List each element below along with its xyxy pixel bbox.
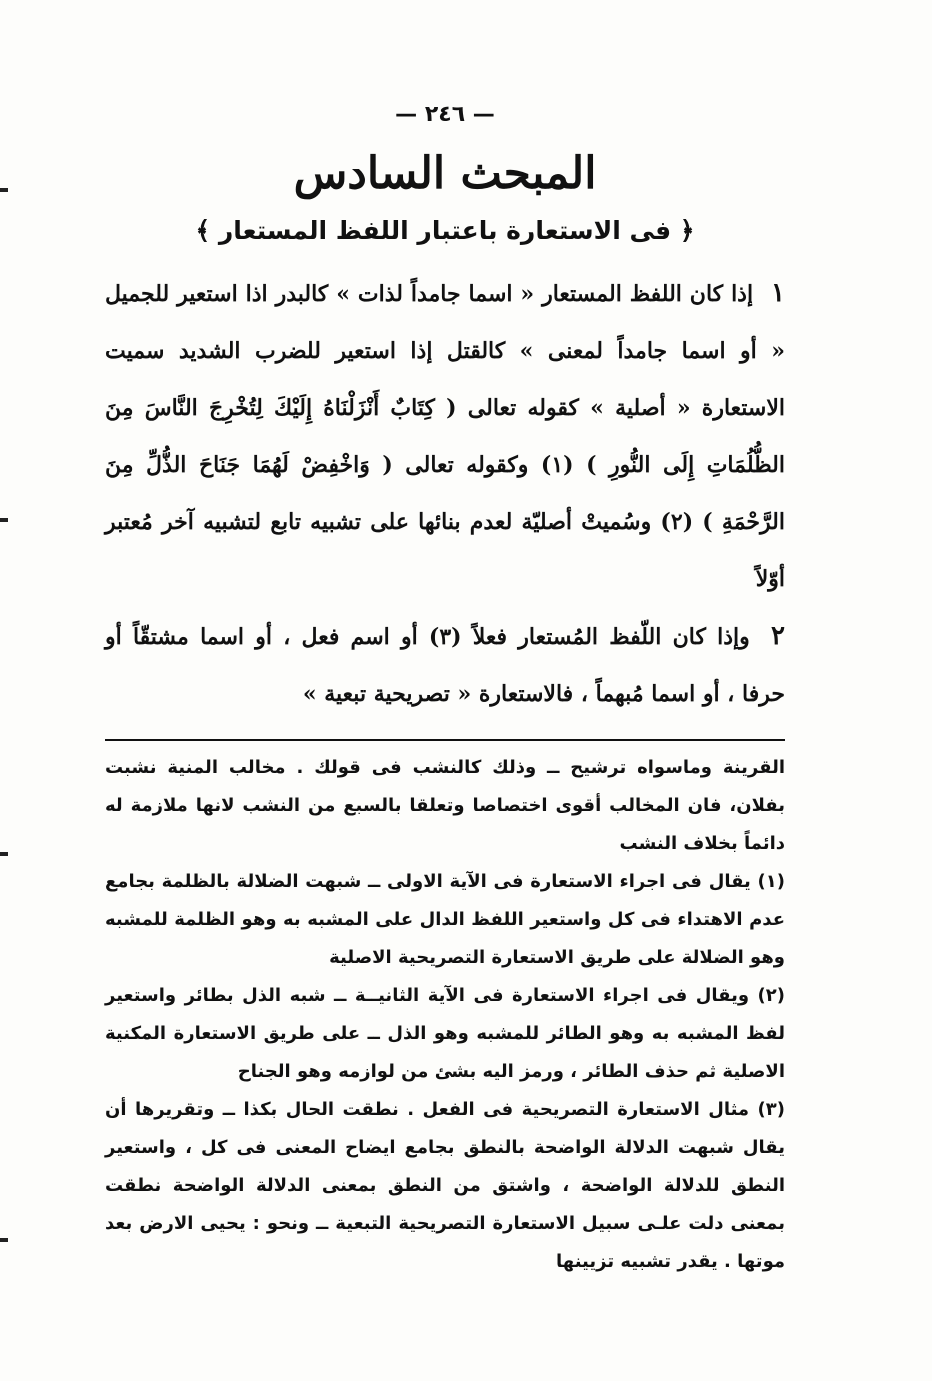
paragraph-1 — [105, 265, 785, 608]
paragraph-2 — [105, 608, 785, 723]
page-number: — ٢٤٦ — — [395, 102, 495, 127]
paragraph-text: وإذا كان اللّفظ المُستعار فعلاً (٣) أو اسم فعل ، أو اسما مشتقّاً أو حرفا ، أو اسما مُبهماً ، فالاستعارة « تصريحية تبعية » — [105, 624, 785, 707]
chapter-title: المبحث السادس — [293, 148, 597, 199]
paragraph-number: ٢ — [771, 621, 785, 651]
page — [105, 95, 785, 1281]
footnote-3: (٣) مثال الاستعارة التصريحية فى الفعل . نطقت الحال بكذا ــ وتقريرها أن يقال شبهت الدلالة الواضحة بالنطق بجامع ايضاح المعنى فى كل ، واستعير النطق للدلالة الواضحة ، واشتق من النطق بمعنى الدلالة الواضحة نطقت بمعنى دلت علـى سبيل الاستعارة التصريحية التبعية ــ ونحو : يحيى الارض بعد موتها . يقدر تشبيه تزيينها — [105, 1099, 785, 1272]
body-text — [105, 265, 785, 723]
footnotes — [105, 749, 785, 1281]
margin-mark — [0, 1238, 8, 1242]
paragraph-text: إذا كان اللفظ المستعار « اسما جامداً لذات » كالبدر اذا استعير للجميل « أو اسما جامداً لمعنى » كالقتل إذا استعير للضرب الشديد سميت الاستعارة « أصلية » كقوله تعالى ( كِتَابٌ أَنْزَلْنَاهُ إِلَيْكَ لِتُخْرِجَ النَّاسَ مِنَ الظُّلُمَاتِ إِلَى النُّورِ ) (١) وكقوله تعالى ( وَاخْفِضْ لَهُمَا جَنَاحَ الذُّلِّ مِنَ الرَّحْمَةِ ) (٢) وسُميتْ أصليّة لعدم بنائها على تشبيه تابع لتشبيه آخر مُعتبر أوّلاً — [105, 281, 785, 592]
chapter-subtitle: ﴿ فى الاستعارة باعتبار اللفظ المستعار ﴾ — [195, 216, 695, 245]
footnote-2: (٢) ويقال فى اجراء الاستعارة فى الآية الثانيــة ــ شبه الذل بطائر واستعير لفظ المشبه به وهو الطائر للمشبه وهو الذل ــ على طريق الاستعارة المكنية الاصلية ثم حذف الطائر ، ورمز اليه بشئ من لوازمه وهو الجناح — [105, 985, 785, 1082]
footnote-continuation: القرينة وماسواه ترشيح ــ وذلك كالنشب فى قولك . مخالب المنية نشبت بفلان، فان المخالب أقوى اختصاصا وتعلقا بالسبع من النشب لانها ملازمة له دائماً بخلاف النشب — [105, 757, 785, 854]
paragraph-number: ١ — [771, 278, 785, 308]
margin-mark — [0, 518, 8, 522]
footnote-divider — [105, 739, 785, 741]
margin-mark — [0, 852, 8, 856]
footnote-1: (١) يقال فى اجراء الاستعارة فى الآية الاولى ــ شبهت الضلالة بالظلمة بجامع عدم الاهتداء فى كل واستعير اللفظ الدال على المشبه به وهو الظلمة للمشبه وهو الضلالة على طريق الاستعارة التصريحية الاصلية — [105, 871, 785, 968]
margin-mark — [0, 188, 8, 192]
